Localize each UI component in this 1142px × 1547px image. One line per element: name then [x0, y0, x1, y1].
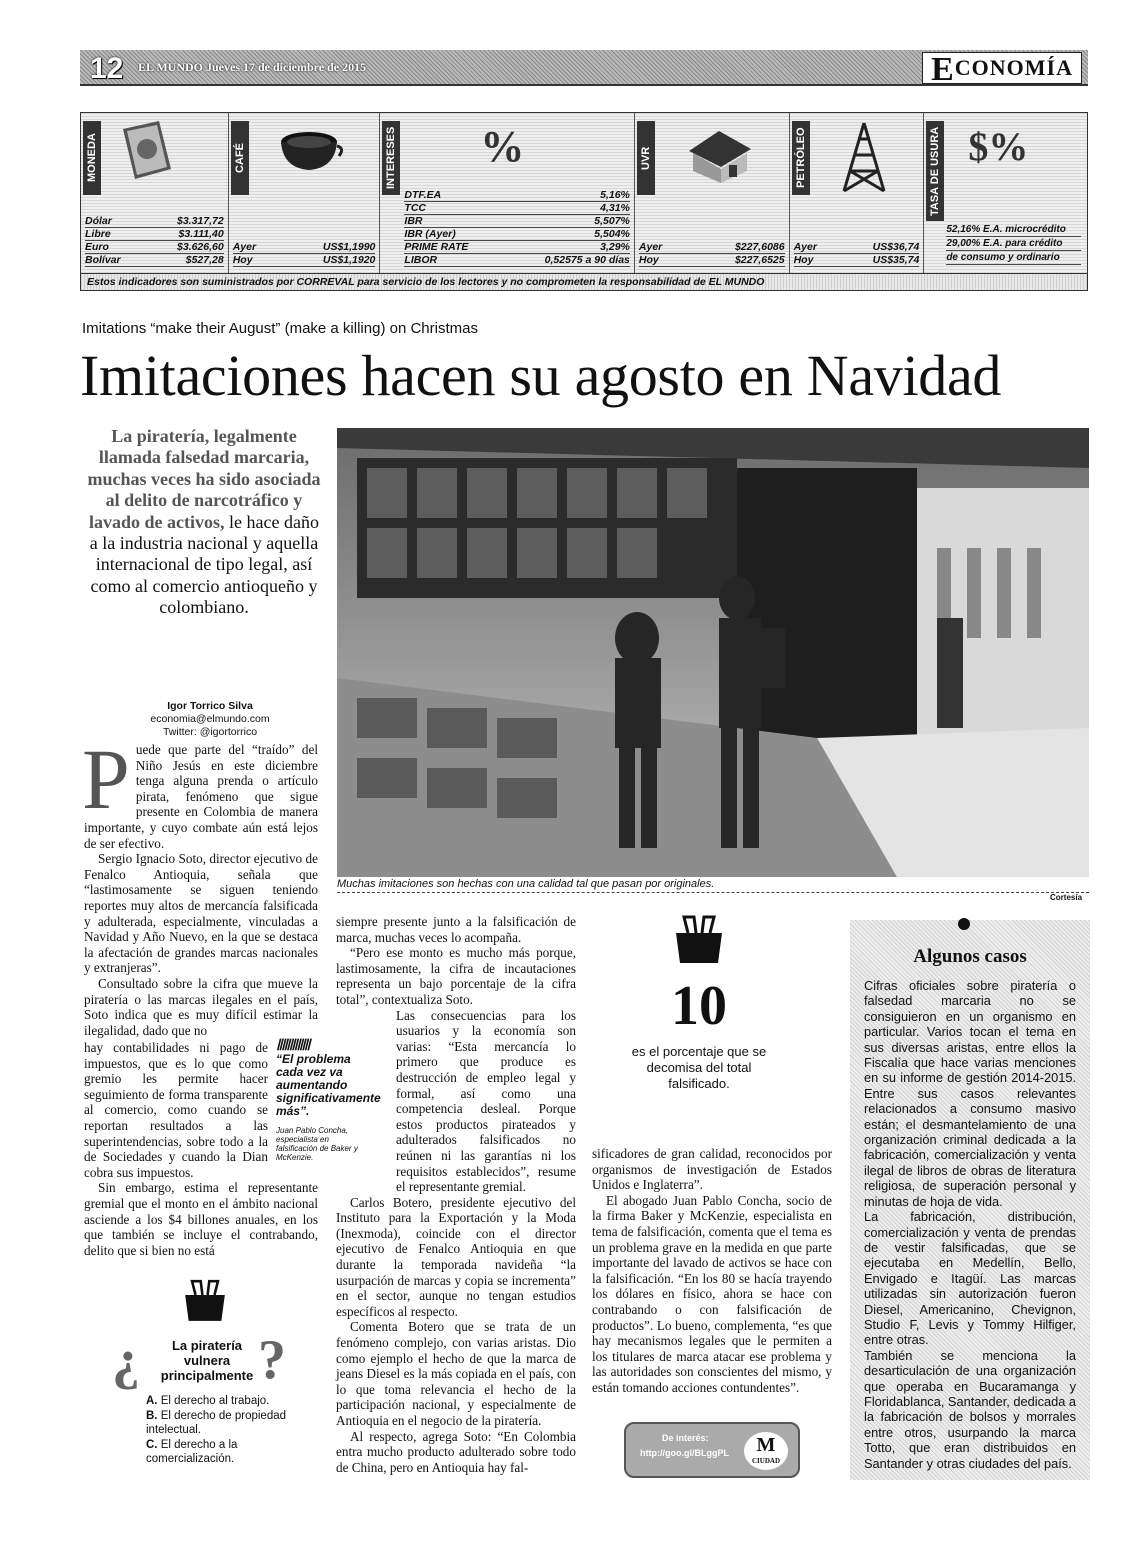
indicator-rows: DTF.EA 5,16% TCC 4,31% IBR 5,507% IBR (Ayer) 5,504% PRIME RATE 3,29% LIBOR 0,52575 a 90 días [404, 189, 630, 266]
paragraph: Carlos Botero, presidente ejecutivo del Instituto para la Exportación y la Moda (Inexmoda), coincide con el director ejecutivo de Fenalco Antioquia en que durante la temporada navideña “la usurpación de marcas y copia se incrementa” en el sector, aunque no tengan estudios específicos al respecto. [336, 1194, 576, 1319]
stat-text: es el porcentaje que se decomisa del total falsificado. [631, 1044, 767, 1091]
open-question-mark: ¿ [112, 1329, 140, 1391]
sidebar-title: Algunos casos [913, 946, 1027, 967]
section-title [922, 51, 1082, 88]
quiz-box [112, 1278, 292, 1483]
binder-strip-icon: ꟾꟾꟾꟾꟾꟾꟾꟾꟾꟾꟾꟾꟾ [276, 1039, 310, 1053]
close-question-mark: ? [258, 1329, 286, 1391]
indicator-rows: Dólar $3.317,72 Libre $3.111,40 Euro $3.626,60 Bolívar $527,28 [85, 215, 224, 266]
quiz-option-c: C. El derecho a la comercialización. [146, 1438, 238, 1465]
indicator-rows: Ayer US$1,1990 Hoy US$1,1920 [232, 241, 376, 266]
store-photo [337, 428, 1089, 877]
paragraph: El abogado Juan Pablo Concha, socio de la firma Baker y McKenzie, especialista en tema de falsificación, comenta que el tema es un problema grave en la medida en que parte importante del lavado de activos se hace con la falsificación. “En los 80 se hacía trayendo los dólares en físico, ahora se hace con contrabando o con falsificación de productos”. Lo bueno, complementa, “es que hay mecanismos legales que le permiten a los titulares de marca atacar ese problema y las autoridades son conscientes del mismo, y están tomando acciones contundentes”. [592, 1192, 832, 1395]
house-icon [685, 127, 755, 192]
binder-clip-icon [620, 915, 778, 974]
paragraph: Sin embargo, estima el representante gremial que el monto en el ámbito nacional asciende a los $4 billones anuales, en los que también se incluye el contrabando, delito que si bien no está [84, 1180, 318, 1258]
indicators-panel [80, 112, 1088, 274]
indicator-rows: Ayer US$36,74 Hoy US$35,74 [793, 241, 920, 266]
paragraph: sificadores de gran calidad, reconocidos por organismos de investigación de Estados Unidos e Inglaterra”. [592, 1146, 832, 1193]
indicator-label: PETRÓLEO [792, 121, 810, 195]
drop-cap: P [82, 731, 130, 827]
paragraph: Las consecuencias para los usuarios y la economía son varias: “Esta mercancía lo primero que produce es destrucción de empleo legal y formal, así como una competencia desleal. Porque estos productos pirateados y adulterados falsificados no reúnen ni las garantías ni los requisitos establecidos”, resume el representante gremial. [396, 1007, 576, 1195]
page-number: 12 [90, 52, 124, 85]
paragraph: Comenta Botero que se trata de un fenómeno complejo, con varias aristas. Dio como ejemplo el hecho de que la marca de jeans Diesel es la más copiada en el país, con lo que toma relevancia el hecho de la participación nacional, y especialmente de Antioquia en el negocio de la piratería. [336, 1319, 576, 1428]
related-link-label: De interés: [662, 1433, 709, 1443]
indicator-intereses [380, 113, 635, 273]
publication-info: EL MUNDO Jueves 17 de diciembre de 2015 [138, 60, 367, 74]
article-column-2 [336, 914, 576, 1475]
paragraph: hay contabilidades ni pago de impuestos, que es lo que como gremio les permite hacer seguimiento de forma transparente al comercio, como cuando se reportan resultados a las superintendencias, sobre todo a la de Sociedades y cuando la Dian cobra sus impuestos. [84, 1040, 268, 1180]
stat-number: 10 [671, 975, 727, 1037]
stat-box [620, 915, 778, 1092]
indicator-petroleo [790, 113, 925, 273]
sidebar-algunos-casos [850, 920, 1090, 1480]
paragraph: Consultado sobre la cifra que mueve la piratería o las marcas ilegales en el país, Soto indica que es muy difícil estimar la ilegalidad, dado que no [84, 975, 318, 1038]
lead-rest: le hace daño a la industria nacional y aquella internacional de tipo legal, así como al comercio antioqueño y colombiano. [89, 511, 319, 618]
section-initial: E [931, 51, 955, 88]
byline [130, 700, 290, 739]
oil-rig-icon [834, 121, 894, 204]
headline: Imitaciones hacen su agosto en Navidad [80, 343, 1002, 408]
percent-icon: % [480, 122, 525, 171]
related-link-url[interactable]: http://goo.gl/BLggPL [640, 1448, 729, 1458]
section-rest: CONOMÍA [954, 55, 1073, 80]
indicator-rows: Ayer $227,6086 Hoy $227,6525 [638, 241, 785, 266]
binder-clip-icon [180, 1278, 230, 1336]
indicator-label: INTERESES [382, 121, 400, 195]
indicator-label: CAFÉ [231, 121, 249, 195]
quiz-title: La piratería vulnera principalmente [160, 1338, 254, 1383]
quiz-option-b: B. El derecho de propiedad intelectual. [146, 1409, 287, 1436]
indicator-cafe [229, 113, 381, 273]
sidebar-paragraph: La fabricación, distribución, comercialización y venta de prendas de vestir falsificadas, que se ejecutaba en Medellín, Bello, Envigado e Itagüí. Las marcas utilizadas sin autorización fueron Diesel, Americanino, Chevignon, Studio F, Levis y Tommy Hilfiger, entre otras. [864, 1209, 1076, 1348]
paragraph: Al respecto, agrega Soto: “En Colombia entra mucho producto adulterado sobre todo de China, pero en Antioquia hay fal- [336, 1428, 576, 1475]
banknote-icon [119, 119, 175, 190]
pull-quote-text: “El problema cada vez va aumentando significativamente más”. [276, 1052, 381, 1118]
el-mundo-logo: M CIUDAD [744, 1432, 788, 1470]
kicker: Imitations “make their August” (make a killing) on Christmas [82, 320, 478, 337]
photo-credit: Cortesía [1050, 893, 1083, 902]
lead-paragraph [84, 426, 324, 619]
indicator-label: TASA DE USURA [926, 121, 944, 221]
page-header [80, 50, 1088, 86]
quiz-options [146, 1394, 286, 1467]
indicator-label: UVR [637, 121, 655, 195]
paragraph: uede que parte del “traído” del Niño Jesús en este diciembre tenga alguna prenda o artículo pirata, fenómeno que sigue presente en Colombia de manera importante, y cuyo combate aún está lejos de ser efectivo. [84, 742, 318, 851]
pull-quote-author: Juan Pablo Concha, especialista en falsificación de Baker y McKenzie. [276, 1126, 358, 1162]
indicator-uvr [635, 113, 790, 273]
author-twitter: Twitter: @igortorrico [162, 726, 258, 738]
indicators-disclaimer: Estos indicadores son suministrados por CORREVAL para servicio de los lectores y no comprometen la responsabilidad de EL MUNDO [80, 274, 1088, 291]
percent-dollar-icon: $% [968, 124, 1029, 169]
author-name: Igor Torrico Silva [167, 700, 253, 712]
paragraph: “Pero ese monto es mucho más porque, lastimosamente, la cifra de incautaciones representa un bajo porcentaje de la cifra total”, contextualiza Soto. [336, 945, 576, 1007]
sidebar-paragraph: También se menciona la desarticulación de una organización que operaba en Bucaramanga y Floridablanca, Santander, dedicada a la fabricación de bolsos y morrales entre otros, usurpando la marca Totto, que eran distribuidos en Santander y otras ciudades del país. [864, 1347, 1077, 1471]
sidebar-body [864, 978, 1076, 1471]
bullet-dot-icon [958, 918, 970, 930]
paragraph: siempre presente junto a la falsificación de marca, muchas veces lo acompaña. [336, 914, 576, 945]
article-column-3 [592, 1146, 832, 1396]
sidebar-paragraph: Cifras oficiales sobre piratería o falsedad marcaria no se consiguieron en un organismo en particular. Varios tocan el tema en sus diversas aristas, entre ellos la Fiscalía que hace varias menciones en su informe de gestión 2014-2015. Entre sus casos relevantes relacionados a consumo masivo están; el desmantelamiento de una organización criminal dedicada a la fabricación, comercialización y venta ilegal de libros de obras de literatura religiosa, de superación personal y minutas de hoja de vida. [864, 978, 1076, 1209]
related-link-box[interactable] [624, 1422, 800, 1478]
coffee-cup-icon [279, 127, 345, 181]
quiz-option-a: A. El derecho al trabajo. [146, 1395, 270, 1407]
photo-caption: Muchas imitaciones son hechas con una calidad tal que pasan por originales. [337, 878, 1089, 893]
usura-note: 52,16% E.A. microcrédito 29,00% E.A. para crédito de consumo y ordinario [946, 223, 1081, 265]
indicator-moneda [81, 113, 229, 273]
author-email: economia@elmundo.com [150, 713, 270, 725]
lead-highlight: La piratería, legalmente llamada falsedad marcaria, muchas veces ha sido asociada al delito de narcotráfico y lavado de activos, [87, 426, 321, 532]
indicator-label: MONEDA [83, 121, 101, 195]
paragraph: Sergio Ignacio Soto, director ejecutivo de Fenalco Antioquia, señala que “lastimosamente se siguen teniendo reportes muy altos de mercancía falsificada y adulterada, especialmente, vinculadas a Navidad y Año Nuevo, en la que se destaca la afectación de grandes marcas nacionales y extranjeras”. [84, 851, 318, 976]
indicator-usura [924, 113, 1087, 273]
